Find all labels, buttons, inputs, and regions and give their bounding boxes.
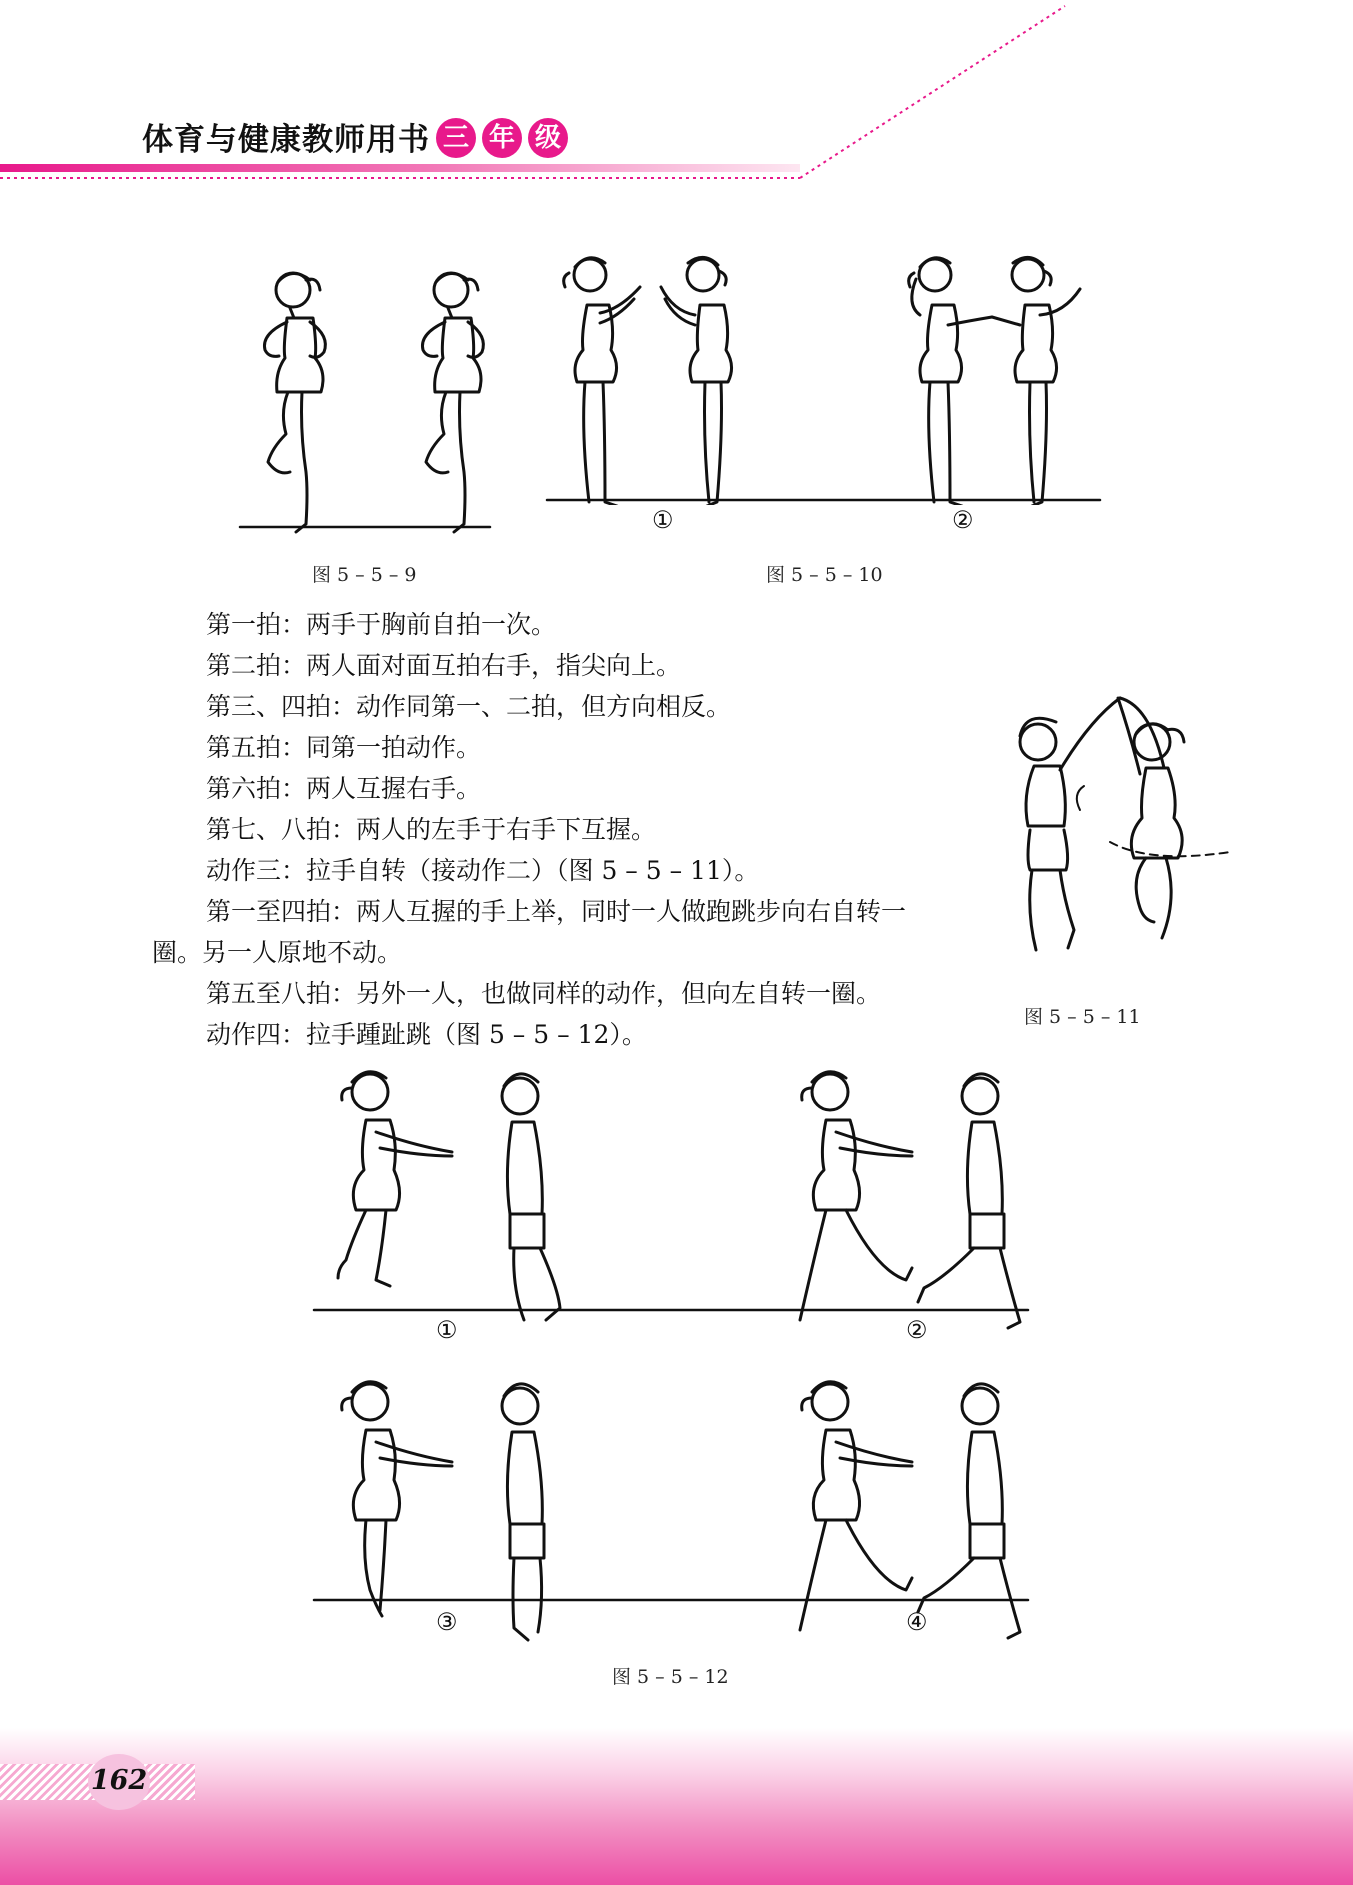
girl-figure-left (264, 273, 325, 532)
fig-5-5-12-step-1-label: ① (436, 1316, 458, 1344)
text-line-6: 第七、八拍：两人的左手于右手下互握。 (206, 815, 657, 844)
fig-5-5-12-step-4-label: ④ (906, 1608, 928, 1636)
text-line-4: 第五拍：同第一拍动作。 (206, 733, 482, 762)
figure-5-5-12-illustration (300, 1052, 1040, 1672)
figure-5-5-10-caption: 图 5 – 5 – 10 (766, 564, 883, 586)
pair-step-3 (342, 1382, 544, 1640)
figure-5-5-11-illustration (990, 690, 1230, 970)
page-number: 162 (90, 1765, 148, 1796)
figure-5-5-9-illustration (230, 260, 500, 535)
fig-5-5-12-step-2-label: ② (906, 1316, 928, 1344)
text-line-3: 第三、四拍：动作同第一、二拍，但方向相反。 (206, 692, 732, 721)
girl-spinning-figure (1077, 698, 1230, 938)
text-line-8: 第一至四拍：两人互握的手上举，同时一人做跑跳步向右自转一 (206, 897, 907, 926)
footer-band (0, 1728, 1353, 1885)
pair-clapping-1 (564, 257, 732, 505)
fig-5-5-10-step-2-label: ② (952, 506, 974, 534)
figure-5-5-11-caption: 图 5 – 5 – 11 (1024, 1006, 1141, 1028)
text-line-5: 第六拍：两人互握右手。 (206, 774, 482, 803)
header-dotted-decoration (0, 0, 1353, 190)
text-line-9: 圈。另一人原地不动。 (152, 938, 403, 967)
text-line-7: 动作三：拉手自转（接动作二）（图 5 – 5 – 11）。 (206, 856, 760, 885)
pair-step-2 (800, 1072, 1020, 1328)
boy-figure (1020, 698, 1120, 950)
fig-5-5-12-step-3-label: ③ (436, 1608, 458, 1636)
text-line-1: 第一拍：两手于胸前自拍一次。 (206, 610, 557, 639)
figure-5-5-9-caption: 图 5 – 5 – 9 (312, 564, 417, 586)
fig-5-5-10-step-1-label: ① (652, 506, 674, 534)
figure-5-5-12-caption: 图 5 – 5 – 12 (612, 1666, 729, 1688)
text-line-10: 第五至八拍：另外一人，也做同样的动作，但向左自转一圈。 (206, 979, 882, 1008)
pair-high-five-2 (909, 257, 1080, 505)
figure-5-5-10-illustration (545, 245, 1105, 505)
text-line-2: 第二拍：两人面对面互拍右手，指尖向上。 (206, 651, 682, 680)
grade-char-3: 级 (528, 118, 568, 158)
girl-figure-right (422, 273, 483, 532)
book-title: 体育与健康教师用书 (142, 122, 430, 158)
pair-step-1 (338, 1072, 560, 1320)
grade-char-2: 年 (482, 118, 522, 158)
text-line-11: 动作四：拉手踵趾跳（图 5 – 5 – 12）。 (206, 1020, 647, 1049)
grade-char-1: 三 (436, 118, 476, 158)
